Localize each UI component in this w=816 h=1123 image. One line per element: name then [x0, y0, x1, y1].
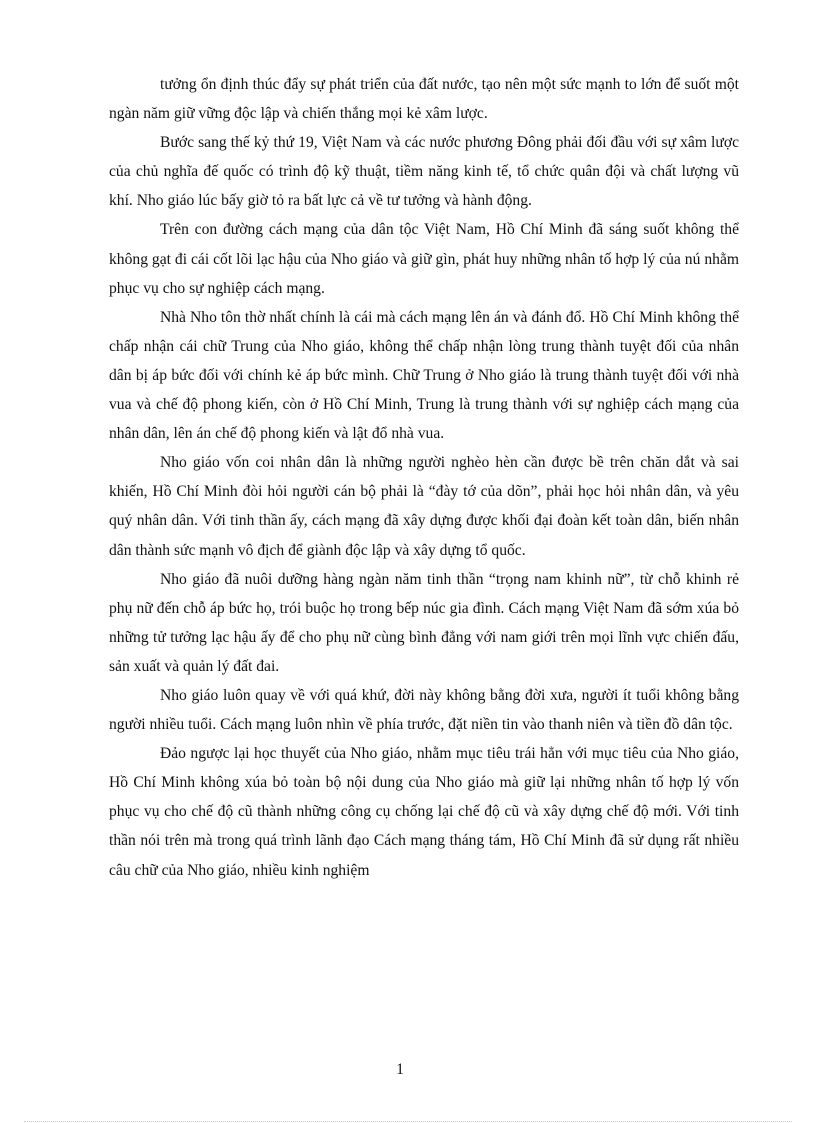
paragraph-2: Bước sang thế kỷ thứ 19, Việt Nam và các nước phương Đông phải đối đầu với sự xâm lược của chủ nghĩa đế quốc có trình độ kỹ thuật, tiềm năng kinh tế, tổ chức quân đội và chất lượng vũ khí. Nho giáo lúc bấy giờ tỏ ra bất lực cả về tư tưởng và hành động.	[109, 134, 739, 210]
paragraph-4: Nhà Nho tôn thờ nhất chính là cái mà cách mạng lên án và đánh đổ. Hồ Chí Minh không thể chấp nhận cái chữ Trung của Nho giáo, không thể chấp nhận lòng trung thành tuyệt đối của nhân dân bị áp bức đối với chính kẻ áp bức mình. Chữ Trung ở Nho giáo là trung thành tuyệt đối với nhà vua và chế độ phong kiến, còn ở Hồ Chí Minh, Trung là trung thành với sự nghiệp cách mạng của nhân dân, lên án chế độ phong kiến và lật đổ nhà vua.	[109, 308, 739, 443]
paragraph-1: tưởng ổn định thúc đẩy sự phát triển của đất nước, tạo nên một sức mạnh to lớn để suốt một ngàn năm giữ vững độc lập và chiến thắng mọi kẻ xâm lược.	[109, 76, 739, 123]
paragraph-5: Nho giáo vốn coi nhân dân là những người nghèo hèn cần được bề trên chăn dắt và sai khiến, Hồ Chí Minh đòi hỏi người cán bộ phải là “đày tớ của dõn”, phải học hỏi nhân dân, và yêu quý nhân dân. Với tinh thần ấy, cách mạng đã xây dựng được khối đại đoàn kết toàn dân, biến nhân dân thành sức mạnh vô địch để giành độc lập và xây dựng tổ quốc.	[109, 454, 739, 559]
page-number: 1	[396, 1061, 404, 1078]
body-text	[109, 70, 739, 885]
paragraph-8: Đảo ngược lại học thuyết của Nho giáo, nhằm mục tiêu trái hẳn với mục tiêu của Nho giáo, Hồ Chí Minh không xúa bỏ toàn bộ nội dung của Nho giáo mà giữ lại những nhân tố hợp lý vốn phục vụ cho chế độ cũ thành những công cụ chống lại chế độ cũ và xây dựng chế độ mới. Với tinh thần nói trên mà trong quá trình lãnh đạo Cách mạng tháng tám, Hồ Chí Minh đã sử dụng rất nhiều câu chữ của Nho giáo, nhiều kinh nghiệm	[109, 745, 739, 879]
paragraph-3: Trên con đường cách mạng của dân tộc Việt Nam, Hồ Chí Minh đã sáng suốt không thể không gạt đi cái cốt lõi lạc hậu của Nho giáo và giữ gìn, phát huy những nhân tố hợp lý của nú nhằm phục vụ cho sự nghiệp cách mạng.	[109, 221, 739, 297]
page-edge-divider	[24, 1121, 792, 1122]
paragraph-7: Nho giáo luôn quay về với quá khứ, đời này không bằng đời xưa, người ít tuổi không bằng người nhiều tuổi. Cách mạng luôn nhìn về phía trước, đặt niền tin vào thanh niên và tiền đồ dân tộc.	[109, 686, 739, 734]
paragraph-6: Nho giáo đã nuôi dưỡng hàng ngàn năm tinh thần “trọng nam khinh nữ”, từ chỗ khinh rẻ phụ nữ đến chỗ áp bức họ, trói buộc họ trong bếp núc gia đình. Cách mạng Việt Nam đã sớm xúa bỏ những tử tưởng lạc hậu ấy để cho phụ nữ cùng bình đẳng với nam giới trên mọi lĩnh vực chiến đấu, sản xuất và quản lý đất đai.	[109, 570, 739, 675]
